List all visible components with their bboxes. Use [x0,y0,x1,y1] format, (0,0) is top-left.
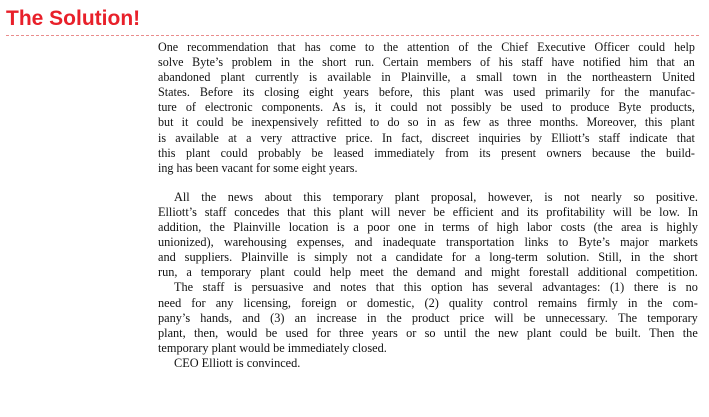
paragraph-3 [158,280,698,355]
case-study-body [158,40,698,371]
text-line: need for any licensing, foreign or domestic, (2) quality control remains firmly in the com- [158,295,698,310]
text-line: addition, the Plainville location is a poor one in terms of high labor costs (the area is highly [158,220,698,235]
text-line: Elliott’s staff concedes that this plant will never be efficient and its profitability will be low. In [158,204,698,219]
heading-divider [6,35,699,36]
text-line: CEO Elliott is convinced. [174,355,301,370]
text-line: and suppliers. Plainville is simply not a candidate for a long-term solution. Still, in the short [158,250,698,265]
text-line: solve Byte’s problem in the short run. Certain members of his staff have notified him that an [158,55,695,70]
text-line: States. Before its closing eight years before, this plant was used primarily for the manufac- [158,85,695,100]
text-line: pany’s hands, and (3) an increase in the product price will be unnecessary. The temporary [158,310,698,325]
text-line: is available at a very attractive price. In fact, discreet inquiries by Elliott’s staff indicate that [158,130,695,145]
text-line: run, a temporary plant could help meet the demand and might forestall additional competition. [158,265,698,280]
paragraph-1 [158,40,695,176]
text-line: this plant could probably be leased immediately from its present owners because the build- [158,145,695,160]
text-line: but it could be inexpensively refitted to do so in as few as three months. Moreover, this plant [158,115,695,130]
text-line: abandoned plant currently is available in Plainville, a small town in the northeastern United [158,70,695,85]
text-line: The staff is persuasive and notes that this option has several advantages: (1) there is no [174,280,698,295]
text-line: temporary plant would be immediately closed. [158,340,387,355]
text-line: plant, then, would be used for three years or so until the new plant could be built. Then the [158,325,698,340]
text-line: unionized), warehousing expenses, and inadequate transportation links to Byte’s major markets [158,235,698,250]
paragraph-2 [158,190,698,281]
paragraph-4 [158,356,698,371]
text-line: ture of electronic components. As is, it could not possibly be used to produce Byte products, [158,100,695,115]
section-heading: The Solution! [6,7,141,30]
text-line: All the news about this temporary plant proposal, however, is not nearly so positive. [174,189,698,204]
text-line: ing has been vacant for some eight years. [158,160,358,175]
text-line: One recommendation that has come to the attention of the Chief Executive Officer could help [158,40,695,54]
